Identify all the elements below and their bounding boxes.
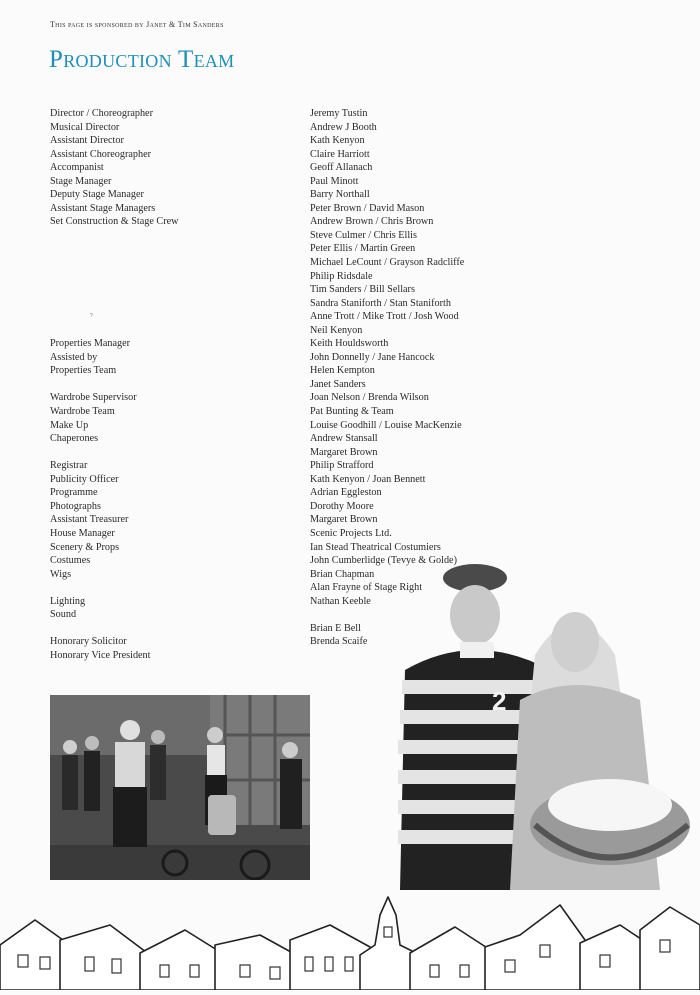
person-name: Tim Sanders / Bill Sellars — [310, 284, 415, 296]
role-label — [50, 283, 290, 297]
person-name: Steve Culmer / Chris Ellis — [310, 229, 417, 241]
person-name: Alan Frayne of Stage Right — [310, 582, 423, 594]
person-name: Pat Bunting & Team — [310, 406, 394, 418]
roles-column — [50, 107, 290, 662]
person-name: Geoff Allanach — [310, 162, 373, 174]
person-name: John Donnelly / Jane Hancock — [310, 351, 435, 363]
role-label — [50, 310, 290, 324]
person-name: Claire Harriott — [310, 148, 370, 160]
person-name: Michael LeCount / Grayson Radcliffe — [310, 257, 465, 269]
person-name: Adrian Eggleston — [310, 487, 382, 499]
person-name: Sandra Staniforth / Stan Staniforth — [310, 297, 451, 309]
person-name: Philip Strafford — [310, 460, 374, 472]
role-label: Chaperones — [50, 433, 99, 445]
page-title: Production Team — [49, 46, 235, 73]
person-name: John Cumberlidge (Tevye & Golde) — [310, 555, 457, 567]
person-name: Brian Chapman — [310, 568, 375, 580]
role-label — [50, 297, 290, 311]
role-label: Lighting — [50, 595, 86, 607]
role-label: Deputy Stage Manager — [50, 189, 144, 201]
role-label: Photographs — [50, 500, 101, 512]
role-label: Stage Manager — [50, 175, 112, 187]
person-name: Anne Trott / Mike Trott / Josh Wood — [310, 311, 459, 323]
role-label — [50, 242, 290, 256]
role-label — [50, 270, 290, 284]
person-name: Paul Minott — [310, 175, 359, 187]
person-name: Dorothy Moore — [310, 500, 374, 512]
person-name: Andrew Stansall — [310, 433, 378, 445]
role-label: Assistant Director — [50, 135, 124, 147]
person-name: Barry Northall — [310, 189, 370, 201]
role-label: Assistant Stage Managers — [50, 202, 156, 214]
role-label: Wigs — [50, 568, 72, 580]
person-name: Andrew J Booth — [310, 121, 377, 133]
person-name: Helen Kempton — [310, 365, 375, 377]
role-label: Properties Manager — [50, 338, 131, 350]
person-name: Ian Stead Theatrical Costumiers — [310, 541, 441, 553]
role-label: Wardrobe Team — [50, 406, 115, 418]
role-label: Registrar — [50, 460, 88, 472]
role-label: Accompanist — [50, 162, 104, 174]
person-name: Brenda Scaife — [310, 636, 368, 648]
person-name: Kath Kenyon / Joan Bennett — [310, 473, 426, 485]
role-label: Musical Director — [50, 121, 120, 133]
sponsor-line: This page is sponsored by Janet & Tim Sanders — [50, 20, 224, 29]
person-name: Philip Ridsdale — [310, 270, 373, 282]
role-label: Honorary Vice President — [50, 649, 151, 661]
role-label: Assisted by — [50, 351, 98, 363]
stray-mark: ? — [90, 313, 93, 319]
role-label: Assistant Treasurer — [50, 514, 129, 526]
person-name: Andrew Brown / Chris Brown — [310, 216, 434, 228]
person-name: Neil Kenyon — [310, 324, 363, 336]
role-label: House Manager — [50, 527, 115, 539]
person-name: Janet Sanders — [310, 378, 366, 390]
role-label — [50, 256, 290, 270]
role-label — [50, 622, 290, 636]
role-label: Wardrobe Supervisor — [50, 392, 137, 404]
role-label: Scenery & Props — [50, 541, 120, 553]
person-name: Peter Brown / David Mason — [310, 202, 425, 214]
person-name: Margaret Brown — [310, 514, 378, 526]
role-label — [50, 229, 290, 243]
role-label — [50, 446, 290, 460]
person-name: Brian E Bell — [310, 622, 361, 634]
role-label: Honorary Solicitor — [50, 636, 127, 648]
person-name: Margaret Brown — [310, 446, 378, 458]
role-label — [50, 581, 290, 595]
person-name: Louise Goodhill / Louise MacKenzie — [310, 419, 462, 431]
rehearsal-photo — [50, 695, 310, 880]
person-name: Peter Ellis / Martin Green — [310, 243, 416, 255]
role-label: Make Up — [50, 419, 89, 431]
costume-couple-photo — [390, 560, 700, 890]
person-name: Scenic Projects Ltd. — [310, 527, 392, 539]
role-label: Programme — [50, 487, 98, 499]
jersey-number: 2 — [492, 686, 507, 716]
role-label: Costumes — [50, 555, 91, 567]
role-label: Sound — [50, 609, 77, 621]
role-label — [50, 324, 290, 338]
role-label: Publicity Officer — [50, 473, 119, 485]
person-name: Keith Houldsworth — [310, 338, 389, 350]
role-label: Director / Choreographer — [50, 108, 153, 119]
village-skyline-illustration — [0, 885, 700, 990]
person-name: Nathan Keeble — [310, 595, 371, 607]
role-label: Set Construction & Stage Crew — [50, 216, 179, 228]
role-label — [50, 378, 290, 392]
person-name: Joan Nelson / Brenda Wilson — [310, 392, 429, 404]
person-name: Kath Kenyon — [310, 135, 365, 147]
person-name: Jeremy Tustin — [310, 108, 368, 119]
role-label: Properties Team — [50, 365, 117, 377]
role-label: Assistant Choreographer — [50, 148, 152, 160]
